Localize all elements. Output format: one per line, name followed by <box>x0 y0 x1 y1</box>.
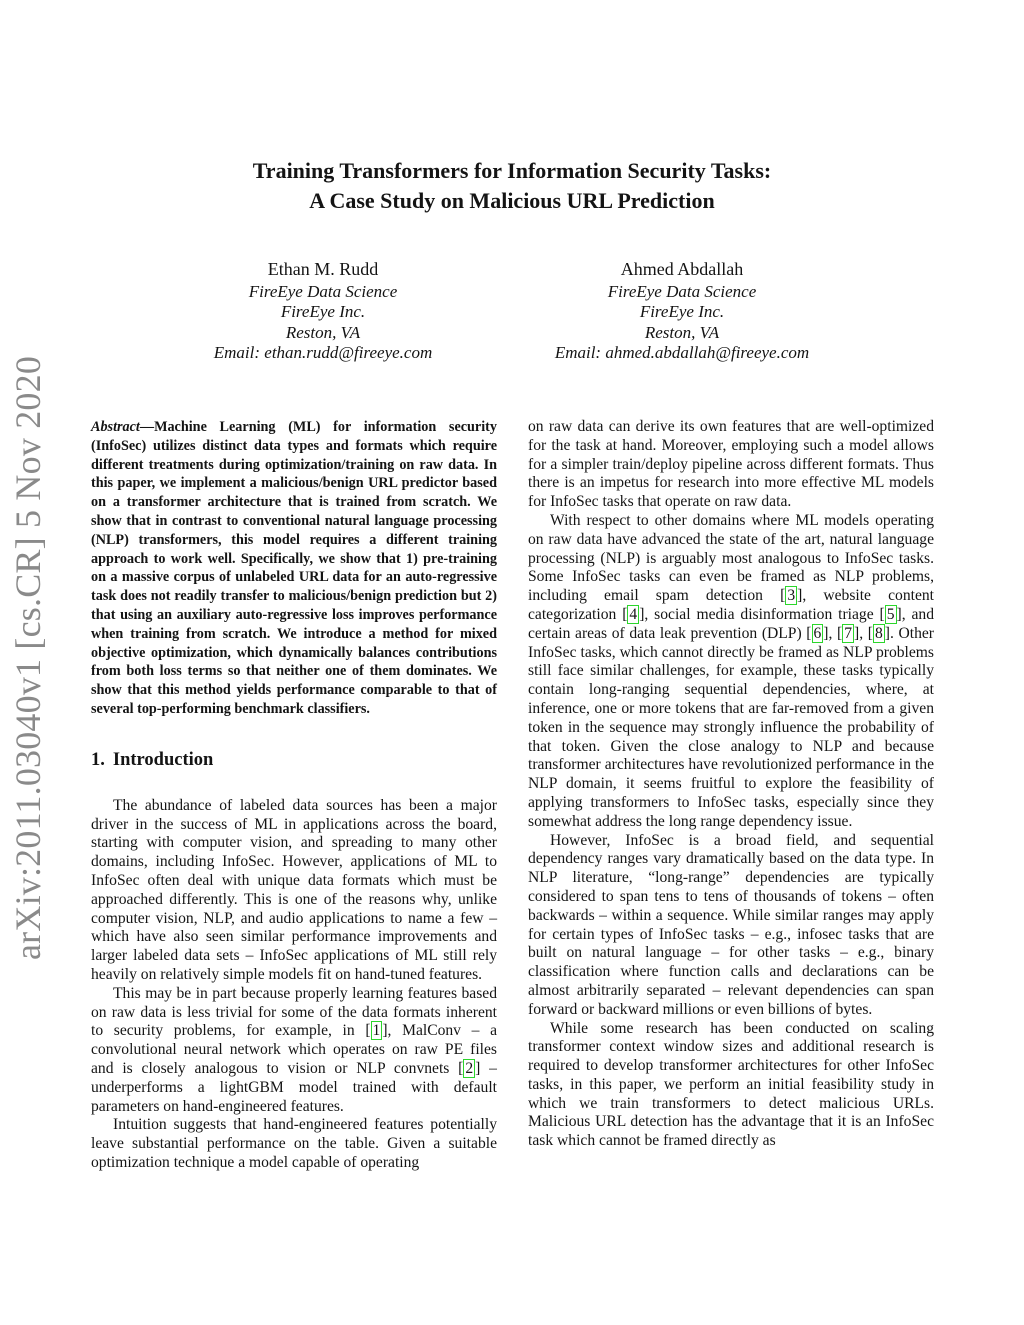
paragraph-text: This may be in part because properly learning features based on raw data is less trivial for some of the data formats inherent to security problems, for example, in <box>91 984 497 1040</box>
abstract-dash: — <box>139 419 155 435</box>
title-line-2: A Case Study on Malicious URL Prediction <box>309 188 715 213</box>
arxiv-stamp: arXiv:2011.03040v1 [cs.CR] 5 Nov 2020 <box>8 355 48 960</box>
author-department: FireEye Data Science <box>607 281 757 301</box>
paragraph-text: , and certain areas of data leak prevention (DLP) <box>528 605 934 642</box>
citation-link-5[interactable]: 5 <box>886 605 895 623</box>
citation-link-4[interactable]: 4 <box>629 605 638 623</box>
paragraph-text: , MalConv – a convolutional neural network which operates on raw PE files and is closely analogous to vision or NLP convnets <box>91 1022 497 1077</box>
paper-title <box>92 156 932 216</box>
author-location: Reston, VA <box>285 322 361 342</box>
abstract-label: Abstract <box>91 419 140 435</box>
section-heading-introduction <box>91 749 497 771</box>
citation-link-3[interactable]: 3 <box>787 587 796 605</box>
paragraph-text: , <box>859 624 868 642</box>
author-organization: FireEye Inc. <box>639 302 725 321</box>
intro-paragraph-6: However, InfoSec is a broad field, and sequential dependency ranges vary dramatically based on the data type. In NLP literature, “long-range” dependencies are typically considered to span tens to tens of thousands of tokens – often backwards – within a sequence. While similar ranges may apply for certain types of InfoSec tasks – e.g., infosec tasks that are built on natural language – for other tasks – e.g., binary classification where function calls and declarations can be almost arbitrarily separated – relevant dependencies can span forward or backward millions or even billions of bytes. <box>528 831 934 1018</box>
paragraph-text: . Other InfoSec tasks, which cannot directly be framed as NLP problems still face similar challenges, for example, these tasks typically contain long-ranging sequential dependencies, where, at inference, one or more tokens that are far-removed from a given token in the sequence may strongly influence the probability of that token. Given the close analogy to NLP and because transformer architectures have revolutionized performance in the NLP domain, it seems fruitful to explore the feasibility of applying transformers to InfoSec tasks, especially since they somewhat address the long range dependency issue. <box>528 624 934 830</box>
citation-link-8[interactable]: 8 <box>874 624 883 642</box>
intro-paragraph-1: The abundance of labeled data sources has been a major driver in the success of ML in applications across the board, starting with computer vision, and spreading to many other domains, including InfoSec. However, applications of ML to InfoSec often deal with unique data formats which must be approached differently. This is one of the reasons why, unlike computer vision, NLP, and audio applications to name a few – which have also seen similar performance improvements and larger labeled data sets – InfoSec applications of ML still rely heavily on relatively simple models fit on hand-tuned features. <box>91 796 497 983</box>
intro-paragraph-2: This may be in part because properly learning features based on raw data is less trivial for some of the data formats inherent to security problems, for example, in [ 1 ], MalConv – a convolutional neural network which operates on raw PE files and is closely analogous to vision or NLP convnets [ 2 ] – underperforms a lightGBM model trained with default parameters on hand-engineered features. <box>91 984 497 1115</box>
author-name: Ahmed Abdallah <box>620 259 744 279</box>
author-department: FireEye Data Science <box>248 281 398 301</box>
intro-paragraph-3: Intuition suggests that hand-engineered features potentially leave substantial performance on the table. Given a suitable optimization technique a model capable of operating <box>91 1116 497 1171</box>
paragraph-text: , social media disinformation triage <box>644 605 880 623</box>
abstract <box>91 418 497 719</box>
paragraph-text: – underperforms a lightGBM model trained with default parameters on hand-engineered features. <box>91 1059 497 1115</box>
author-block-1 <box>123 259 523 364</box>
citation-link-2[interactable]: 2 <box>465 1059 474 1077</box>
author-email[interactable]: Email: ethan.rudd@fireeye.com <box>213 343 433 362</box>
paragraph-text: With respect to other domains where ML models operating on raw data have advanced the state of the art, natural language processing (NLP) is arguably most analogous to InfoSec tasks. Some InfoSec tasks can even be framed as NLP problems, including email spam detection <box>528 511 934 605</box>
intro-paragraph-7: While some research has been conducted on scaling transformer context window sizes and additional research is required to develop transformer architectures for other InfoSec tasks, in this paper, we perform an initial feasibility study in which we train transformers to detect malicious URLs. Malicious URL detection has the advantage that it is an InfoSec task which cannot be framed directly as <box>528 1019 934 1150</box>
left-column <box>91 418 497 1173</box>
citation-link-1[interactable]: 1 <box>372 1022 381 1040</box>
paragraph-text: , website content categorization <box>528 587 934 623</box>
intro-paragraph-4: on raw data can derive its own features that are well-optimized for the task at hand. Moreover, employing such a model allows for a simpler train/deploy pipeline across different formats. Thus there is an impetus for research into more effective ML models for InfoSec tasks that operate on raw data. <box>528 418 934 511</box>
author-block-2 <box>482 259 882 364</box>
abstract-text: Machine Learning (ML) for information security (InfoSec) utilizes distinct data types and formats which require different treatments during optimization/training on raw data. In this paper, we implement a malicious/benign URL predictor based on a transformer architecture that is trained from scratch. We show that in contrast to conventional natural language processing (NLP) transformers, this model requires a different training approach to work well. Specifically, we show that 1) pre-training on a massive corpus of unlabeled URL data for an auto-regressive task does not readily transfer to malicious/benign prediction but 2) that using an auxiliary auto-regressive loss improves performance when training from scratch. We introduce a method for mixed objective optimization, which dynamically balances contributions from both loss terms so that neither one of them dominates. We show that this method yields performance comparable to that of several top-performing benchmark classifiers. <box>91 419 497 717</box>
author-organization: FireEye Inc. <box>280 302 366 321</box>
author-name: Ethan M. Rudd <box>267 259 379 279</box>
citation-link-7[interactable]: 7 <box>844 624 853 642</box>
author-location: Reston, VA <box>644 322 720 342</box>
citation-link-6[interactable]: 6 <box>813 624 822 642</box>
section-title: Introduction <box>112 749 214 770</box>
paragraph-text: , <box>828 624 838 642</box>
title-line-1: Training Transformers for Information Security Tasks: <box>252 158 772 183</box>
author-email[interactable]: Email: ahmed.abdallah@fireeye.com <box>554 343 810 362</box>
right-column <box>528 418 934 1151</box>
intro-paragraph-5: With respect to other domains where ML models operating on raw data have advanced the state of the art, natural language processing (NLP) is arguably most analogous to InfoSec tasks. Some InfoSec tasks can even be framed as NLP problems, including email spam detection [ 3 ], website content categorization [ 4 ], social media disinformation triage [ 5 ], and certain areas of data leak prevention (DLP) [ 6 ], [ 7 ], [ 8 ]. Other InfoSec tasks, which cannot directly be framed as NLP problems still face similar challenges, for example, these tasks typically contain long-ranging sequential dependencies, where, at inference, one or more tokens that are far-removed from a given token in the sequence may strongly influence the probability of that token. Given the close analogy to NLP and because transformer architectures have revolutionized performance in the NLP domain, it seems fruitful to explore the feasibility of applying transformers to InfoSec tasks, especially since they somewhat address the long range dependency issue. <box>528 511 934 830</box>
section-number: 1. <box>91 749 105 770</box>
